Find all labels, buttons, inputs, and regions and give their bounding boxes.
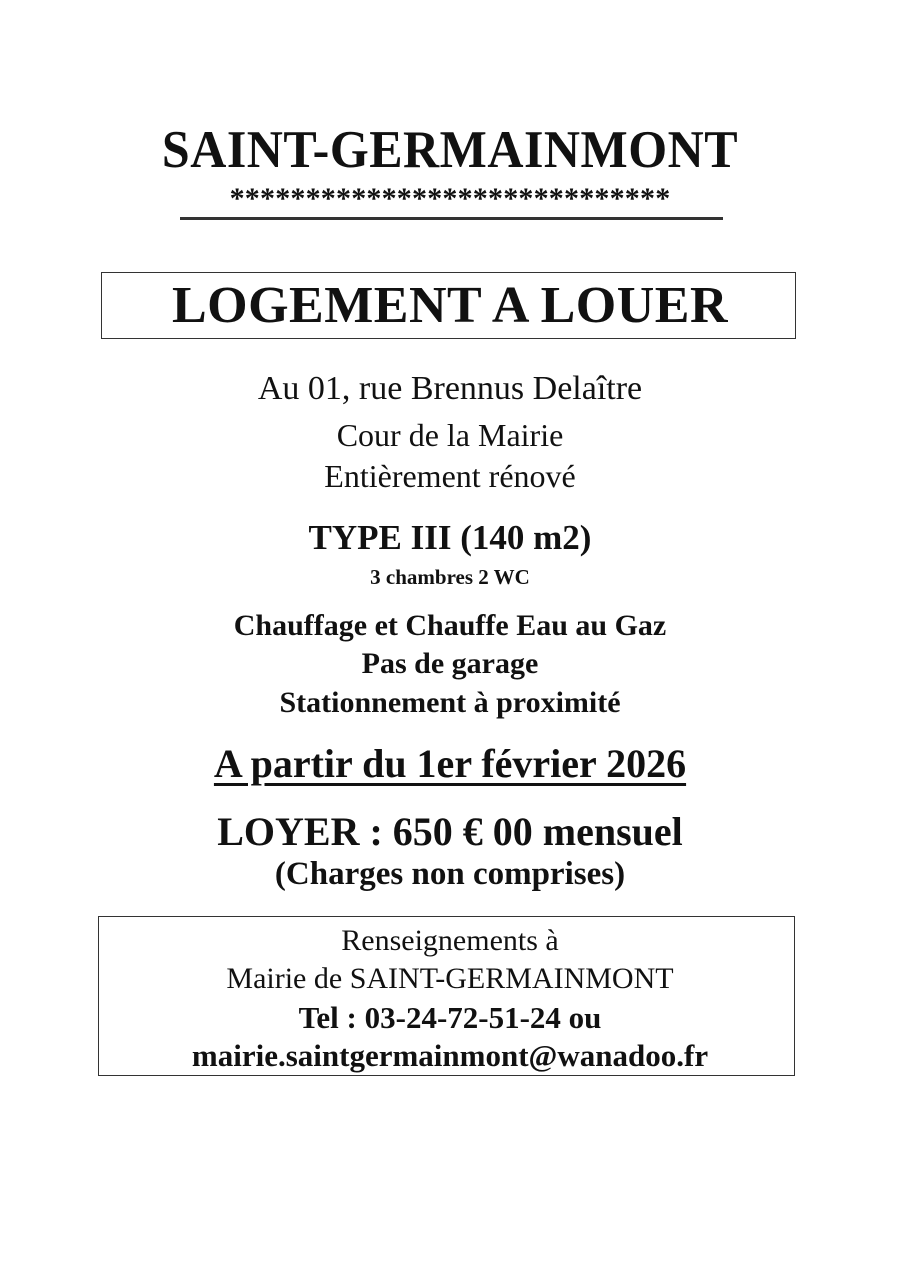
property-type: TYPE III (140 m2)	[308, 518, 592, 557]
contact-org: Mairie de SAINT-GERMAINMONT	[226, 962, 674, 995]
property-rooms: 3 chambres 2 WC	[370, 565, 530, 589]
feature-parking: Stationnement à proximité	[279, 686, 621, 719]
address-location: Cour de la Mairie	[336, 417, 564, 453]
address-street: Au 01, rue Brennus Delaître	[257, 370, 643, 407]
availability-text: A partir du 1er février 2026	[213, 741, 687, 786]
page-title: LOGEMENT A LOUER	[171, 277, 729, 334]
contact-email: mairie.saintgermainmont@wanadoo.fr	[191, 1038, 709, 1073]
star-divider: *****************************	[229, 182, 671, 215]
feature-garage: Pas de garage	[361, 647, 539, 680]
availability-date	[0, 740, 900, 787]
rent-amount: LOYER : 650 € 00 mensuel	[217, 809, 683, 854]
rent-charges: (Charges non comprises)	[274, 856, 626, 892]
feature-heating: Chauffage et Chauffe Eau au Gaz	[233, 609, 667, 642]
town-name: SAINT-GERMAINMONT	[161, 119, 739, 179]
contact-phone: Tel : 03-24-72-51-24 ou	[298, 1000, 602, 1035]
address-condition: Entièrement rénové	[324, 458, 576, 494]
divider-rule	[180, 217, 723, 220]
contact-intro: Renseignements à	[341, 924, 559, 957]
